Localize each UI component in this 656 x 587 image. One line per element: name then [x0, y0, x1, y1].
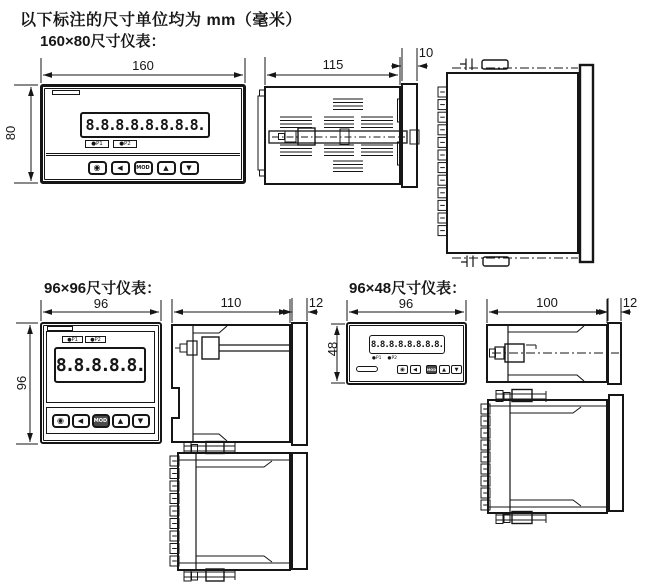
- indicator-p1: ●P1: [62, 336, 83, 343]
- dim-96x48-height: 48: [325, 341, 340, 357]
- dim-160x80-depth: 115: [322, 57, 344, 72]
- model-label-strip: [52, 90, 80, 95]
- meter-96x48-front-view: [346, 322, 467, 385]
- dim-96x48-bezel: 12: [622, 295, 638, 310]
- indicator-p1: ●P1: [372, 356, 382, 361]
- set-key: ◉: [397, 365, 408, 374]
- down-key: ▼: [132, 414, 150, 428]
- dim-96x96-height: 96: [14, 375, 29, 391]
- front-key-row: [397, 364, 462, 375]
- digit-readout: 8.8.8.8.8.8.8.8.: [85, 116, 205, 134]
- dim-160x80-height: 80: [3, 125, 18, 141]
- meter-160x80-front-view: [40, 84, 246, 184]
- up-key: ▲: [439, 365, 450, 374]
- up-key: ▲: [157, 161, 176, 175]
- dim-96x48-depth: 100: [536, 295, 558, 310]
- dim-96x96-bezel: 12: [308, 295, 324, 310]
- section-title-96x96: 96×96尺寸仪表：: [44, 280, 162, 297]
- mode-key: MOD: [426, 365, 437, 374]
- top-view-96x96: [170, 442, 307, 582]
- rear-view-160x80: [438, 59, 593, 268]
- seven-segment-display: [369, 335, 445, 354]
- dim-96x96-depth: 110: [220, 295, 242, 310]
- shift-key: ◀: [111, 161, 130, 175]
- front-key-row: [46, 407, 155, 434]
- model-label-strip: [356, 366, 378, 372]
- display-zone: [46, 331, 155, 403]
- down-key: ▼: [180, 161, 199, 175]
- up-key: ▲: [112, 414, 130, 428]
- shift-key: ◀: [72, 414, 90, 428]
- unit-note: 以下标注的尺寸单位均为 mm（毫米）: [20, 12, 302, 29]
- indicator-p2: ●P2: [85, 336, 106, 343]
- side-view-96x96: [172, 295, 318, 445]
- set-key: ◉: [52, 414, 70, 428]
- mode-key: MOD: [134, 161, 153, 175]
- indicator-row: [372, 356, 397, 361]
- panel-divider: [46, 153, 240, 156]
- section-title-96x48: 96×48尺寸仪表：: [349, 280, 467, 297]
- dim-160x80-bezel: 10: [418, 45, 434, 60]
- front-key-row: [47, 158, 239, 177]
- dim-160x80-width: 160: [132, 58, 154, 73]
- dim-96x48-width: 96: [398, 296, 414, 311]
- indicator-p2: ●P2: [113, 140, 137, 148]
- shift-key: ◀: [410, 365, 421, 374]
- seven-segment-display: [54, 347, 146, 383]
- section-title-160x80: 160×80尺寸仪表：: [40, 33, 166, 50]
- meter-96x96-front-view: [40, 322, 162, 444]
- indicator-p1: ●P1: [85, 140, 109, 148]
- seven-segment-display: [80, 112, 210, 138]
- top-view-96x48: [481, 390, 623, 524]
- set-key: ◉: [88, 161, 107, 175]
- digit-readout: 8.8.8.8.8.: [55, 354, 145, 376]
- dim-96x96-width: 96: [93, 296, 109, 311]
- mode-key: MOD: [92, 414, 110, 428]
- indicator-p2: ●P2: [387, 356, 398, 361]
- digit-readout: 8.8.8.8.8.8.8.8.: [370, 339, 444, 350]
- down-key: ▼: [451, 365, 462, 374]
